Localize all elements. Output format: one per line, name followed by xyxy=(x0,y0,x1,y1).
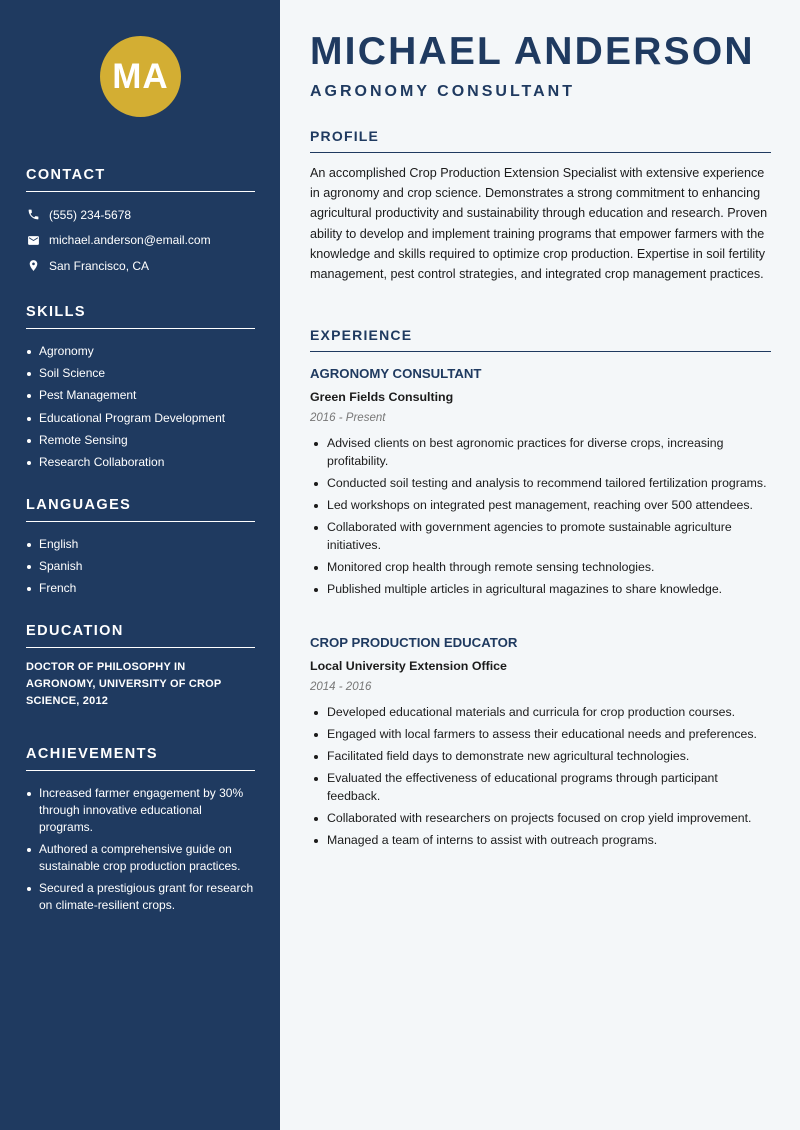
education-heading: EDUCATION xyxy=(26,623,255,648)
skills-list xyxy=(26,343,255,471)
avatar xyxy=(100,36,181,117)
skill-item: Remote Sensing xyxy=(26,432,255,449)
location-pin-icon xyxy=(26,259,40,273)
job-bullets xyxy=(310,704,771,850)
language-item: French xyxy=(26,580,255,597)
languages-list xyxy=(26,536,255,597)
job-company: Local University Extension Office xyxy=(310,659,507,673)
job-bullet: Advised clients on best agronomic practices for diverse crops, increasing profitability. xyxy=(310,435,771,470)
job-entry xyxy=(310,366,771,603)
job-bullet: Collaborated with government agencies to promote sustainable agriculture initiatives. xyxy=(310,519,771,554)
language-item: Spanish xyxy=(26,558,255,575)
job-dates: 2014 - 2016 xyxy=(310,681,372,693)
education-entry: DOCTOR OF PHILOSOPHY IN AGRONOMY, UNIVERSITY OF CROP SCIENCE, 2012 xyxy=(26,661,222,707)
experience-section xyxy=(310,327,771,352)
skill-item: Research Collaboration xyxy=(26,454,255,471)
job-bullet: Monitored crop health through remote sensing technologies. xyxy=(310,559,771,577)
job-bullet: Conducted soil testing and analysis to recommend tailored fertilization programs. xyxy=(310,475,771,493)
job-entry xyxy=(310,635,771,854)
achievements-list xyxy=(26,785,255,914)
profile-text: An accomplished Crop Production Extension Specialist with extensive experience in agronomy and crop science. Demonstrates a strong commitment to enhancing agricultural productivity and sustainability through education and research. Proven ability to develop and implement training programs that empower farmers with the knowledge and skills required to optimize crop production. Expertise in soil fertility management, pest control strategies, and integrated crop management practices. xyxy=(310,166,768,282)
skill-item: Pest Management xyxy=(26,387,255,404)
job-bullets xyxy=(310,435,771,599)
profile-section xyxy=(310,128,771,284)
contact-location xyxy=(26,257,255,274)
languages-heading: LANGUAGES xyxy=(26,497,255,522)
sidebar xyxy=(0,0,280,1130)
mail-icon xyxy=(26,233,40,247)
candidate-title: AGRONOMY CONSULTANT xyxy=(310,83,575,100)
job-bullet: Managed a team of interns to assist with outreach programs. xyxy=(310,832,771,850)
skill-item: Soil Science xyxy=(26,365,255,382)
job-bullet: Engaged with local farmers to assess their educational needs and preferences. xyxy=(310,726,771,744)
job-bullet: Evaluated the effectiveness of educational programs through participant feedback. xyxy=(310,770,771,805)
achievement-item: Increased farmer engagement by 30% through innovative educational programs. xyxy=(26,785,255,836)
contact-list xyxy=(26,206,255,274)
skills-heading: SKILLS xyxy=(26,304,255,329)
phone-icon xyxy=(26,208,40,222)
avatar-initials: MA xyxy=(112,56,169,96)
candidate-name: MICHAEL ANDERSON xyxy=(310,30,755,73)
achievements-heading: ACHIEVEMENTS xyxy=(26,746,255,771)
email-text[interactable]: michael.anderson@email.com xyxy=(49,233,211,247)
languages-section xyxy=(26,497,255,603)
contact-email xyxy=(26,232,255,249)
job-bullet: Developed educational materials and curricula for crop production courses. xyxy=(310,704,771,722)
contact-section xyxy=(26,167,255,283)
profile-heading: PROFILE xyxy=(310,128,771,153)
location-text: San Francisco, CA xyxy=(49,258,150,273)
skills-section xyxy=(26,304,255,476)
skill-item: Agronomy xyxy=(26,343,255,360)
contact-phone xyxy=(26,206,255,223)
skill-item: Educational Program Development xyxy=(26,410,255,427)
job-company: Green Fields Consulting xyxy=(310,390,454,404)
job-role: AGRONOMY CONSULTANT xyxy=(310,366,482,381)
achievement-item: Secured a prestigious grant for research on climate-resilient crops. xyxy=(26,880,255,914)
achievements-section xyxy=(26,746,255,920)
phone-text[interactable]: (555) 234-5678 xyxy=(49,207,132,222)
job-bullet: Published multiple articles in agricultural magazines to share knowledge. xyxy=(310,581,771,599)
job-dates: 2016 - Present xyxy=(310,412,386,424)
education-section xyxy=(26,623,255,710)
job-bullet: Collaborated with researchers on projects focused on crop yield improvement. xyxy=(310,810,771,828)
job-bullet: Led workshops on integrated pest management, reaching over 500 attendees. xyxy=(310,497,771,515)
language-item: English xyxy=(26,536,255,553)
contact-heading: CONTACT xyxy=(26,167,255,192)
job-bullet: Facilitated field days to demonstrate new agricultural technologies. xyxy=(310,748,771,766)
achievement-item: Authored a comprehensive guide on sustainable crop production practices. xyxy=(26,841,255,875)
experience-heading: EXPERIENCE xyxy=(310,327,771,352)
job-role: CROP PRODUCTION EDUCATOR xyxy=(310,635,518,650)
